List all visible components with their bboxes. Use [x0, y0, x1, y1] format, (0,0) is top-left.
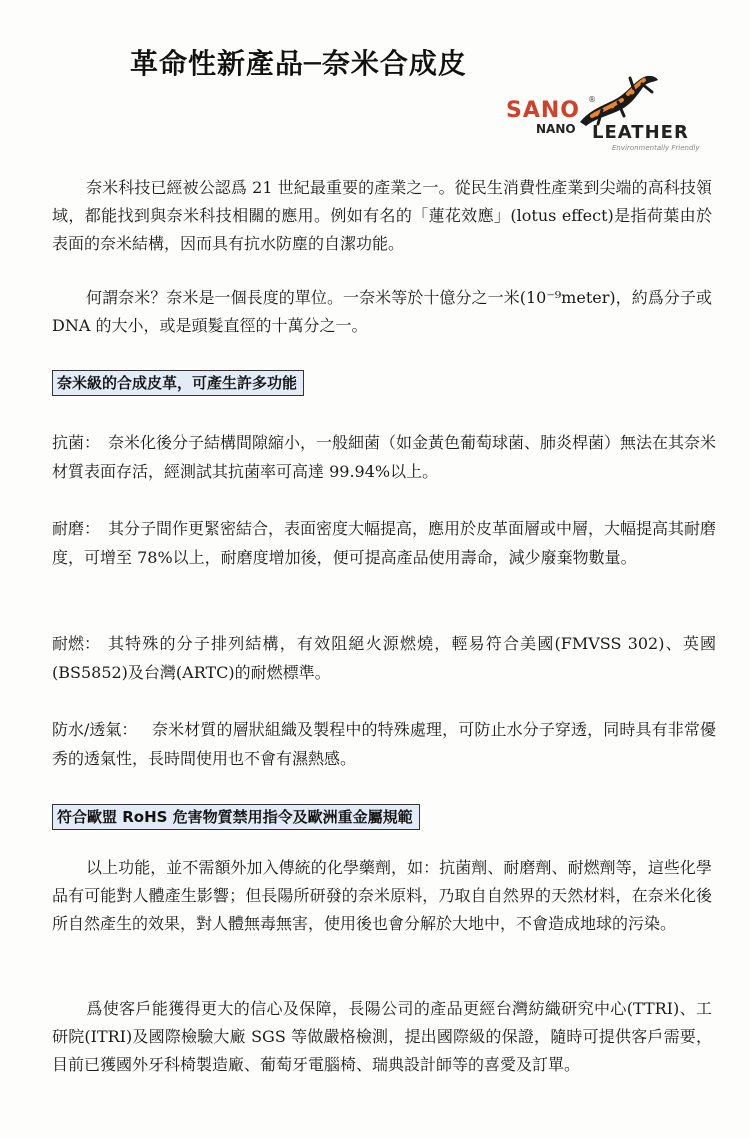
sano-nano-leather-logo — [500, 70, 705, 160]
feature-label: 抗菌： — [52, 433, 101, 452]
feature-antibacterial: 抗菌： 奈米化後分子結構間隙縮小，一般細菌（如金黃色葡萄球菌、肺炎桿菌）無法在其奈米材質表面存活，經測試其抗菌率可高達 99.94%以上。 — [52, 428, 716, 486]
page-title: 革命性新產品─奈米合成皮 — [130, 47, 467, 80]
rohs-paragraph-2: 爲使客戶能獲得更大的信心及保障，長陽公司的產品更經台灣紡織研究中心(TTRI)、工研院(ITRI)及國際檢驗大廠 SGS 等做嚴格檢測，提出國際級的保證，隨時可提供客戶需要，目前已獲國外牙科椅製造廠、葡萄牙電腦椅、瑞典設計師等的喜愛及訂單。 — [52, 999, 712, 1074]
section-heading-rohs: 符合歐盟 RoHS 危害物質禁用指令及歐洲重金屬規範 — [52, 804, 420, 830]
feature-label: 耐燃： — [52, 634, 101, 653]
logo-registered-mark: ® — [588, 95, 596, 104]
logo-leather-text: LEATHER — [592, 122, 689, 143]
intro-paragraph-2: 何謂奈米？奈米是一個長度的單位。一奈米等於十億分之一米(10⁻⁹meter)，約爲分子或 DNA 的大小，或是頭髮直徑的十萬分之一。 — [52, 288, 712, 335]
feature-abrasion-resistant: 耐磨： 其分子間作更緊密結合，表面密度大幅提高，應用於皮革面層或中層，大幅提高其耐磨度，可增至 78%以上，耐磨度增加後，便可提高產品使用壽命，減少廢棄物數量。 — [52, 514, 716, 572]
section-heading-functions: 奈米級的合成皮革，可產生許多功能 — [52, 370, 304, 396]
logo-sano-text: SANO — [506, 98, 580, 123]
intro-paragraph-1: 奈米科技已經被公認爲 21 世紀最重要的產業之一。從民生消費性產業到尖端的高科技領域，都能找到與奈米科技相關的應用。例如有名的「蓮花效應」(lotus effect)是指荷葉由於表面的奈米結構，因而具有抗水防塵的自潔功能。 — [52, 178, 712, 253]
feature-flame-retardant: 耐燃： 其特殊的分子排列結構，有效阻絕火源燃燒，輕易符合美國(FMVSS 302)、英國(BS5852)及台灣(ARTC)的耐燃標準。 — [52, 629, 716, 687]
rohs-paragraph-1: 以上功能，並不需額外加入傳統的化學藥劑，如：抗菌劑、耐磨劑、耐燃劑等，這些化學品有可能對人體產生影響；但長陽所研發的奈米原料，乃取自自然界的天然材料，在奈米化後所自然產生的效果，對人體無毒無害，使用後也會分解於大地中，不會造成地球的污染。 — [52, 858, 712, 933]
logo-tagline: Environmentally Friendly — [612, 144, 700, 152]
feature-label: 耐磨： — [52, 519, 101, 538]
feature-label: 防水/透氣： — [52, 720, 138, 739]
logo-nano-text: NANO — [536, 122, 576, 136]
feature-waterproof-breathable: 防水/透氣： 奈米材質的層狀組織及製程中的特殊處理，可防止水分子穿透，同時具有非常優秀的透氣性，長時間使用也不會有濕熱感。 — [52, 715, 716, 773]
